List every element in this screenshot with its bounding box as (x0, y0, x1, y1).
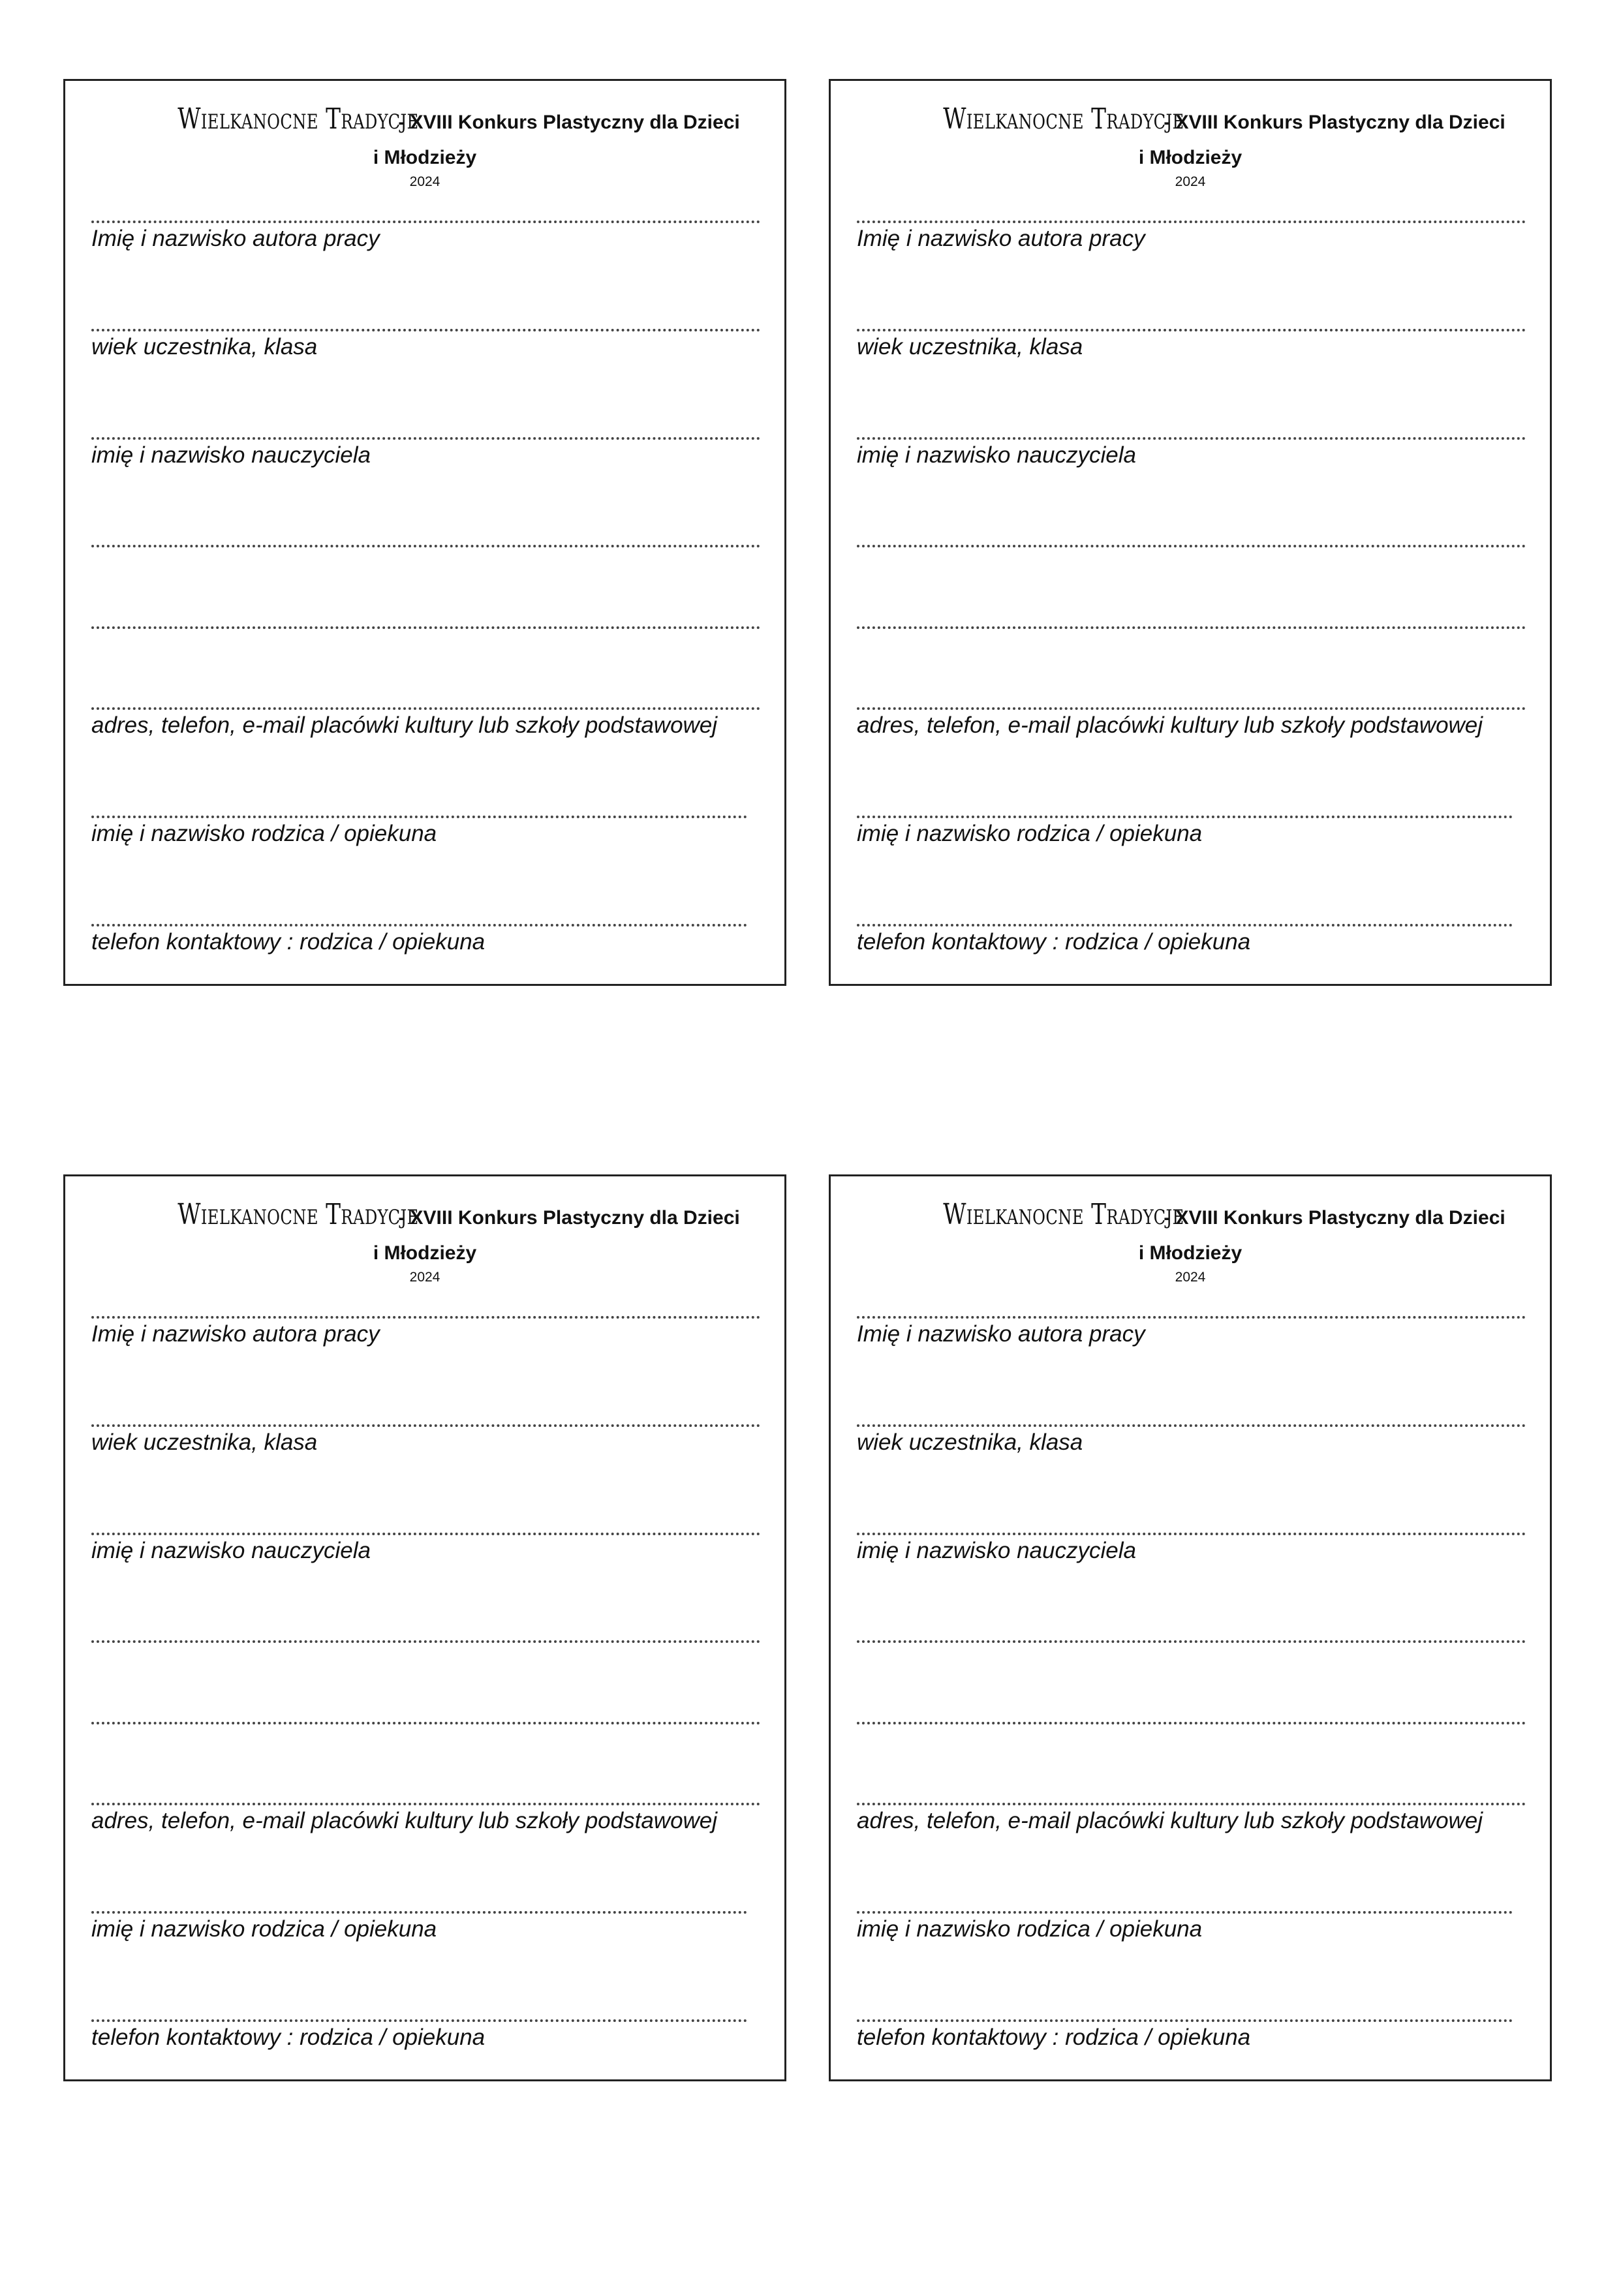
card-year: 2024 (1175, 1270, 1206, 1285)
title-script: Wielkanocne Tradycje (178, 1198, 419, 1231)
field-label-institution: adres, telefon, e-mail placówki kultury lub szkoły podstawowej (857, 712, 1483, 738)
field-institution[interactable] (857, 698, 1526, 740)
field-author[interactable] (857, 1307, 1526, 1349)
card-title (831, 100, 1550, 145)
card-subtitle: i Młodzieży (373, 1242, 477, 1264)
dotted-line[interactable] (857, 1713, 1526, 1724)
card-header (65, 1196, 784, 1289)
dotted-line[interactable] (857, 1902, 1513, 1914)
card-title (831, 1196, 1550, 1240)
dotted-line[interactable] (91, 1794, 760, 1805)
field-label-age-class: wiek uczestnika, klasa (857, 1430, 1083, 1455)
field-parent[interactable] (91, 806, 760, 848)
field-author[interactable] (91, 211, 760, 253)
field-label-parent-phone: telefon kontaktowy : rodzica / opiekuna (91, 2025, 486, 2050)
field-label-author: Imię i nazwisko autora pracy (857, 1321, 1145, 1347)
field-label-parent-phone: telefon kontaktowy : rodzica / opiekuna (91, 929, 486, 955)
title-script: Wielkanocne Tradycje (178, 102, 419, 136)
field-label-age-class: wiek uczestnika, klasa (857, 334, 1083, 360)
entry-card (63, 1174, 786, 2081)
field-label-parent: imię i nazwisko rodzica / opiekuna (857, 821, 1203, 846)
field-parent[interactable] (91, 1902, 760, 1944)
dotted-line[interactable] (857, 211, 1526, 223)
field-teacher[interactable] (91, 428, 760, 470)
field-institution-line-1[interactable] (91, 536, 760, 547)
field-institution-line-1[interactable] (857, 536, 1526, 547)
dotted-line[interactable] (857, 1523, 1526, 1535)
field-label-author: Imię i nazwisko autora pracy (857, 226, 1145, 251)
field-label-parent: imię i nazwisko rodzica / opiekuna (91, 1916, 437, 1942)
dotted-line[interactable] (91, 1307, 760, 1319)
field-age-class[interactable] (91, 1415, 760, 1457)
entry-card (829, 79, 1552, 986)
field-age-class[interactable] (857, 1415, 1526, 1457)
dotted-line[interactable] (857, 1415, 1526, 1427)
field-institution[interactable] (857, 1794, 1526, 1835)
field-label-institution: adres, telefon, e-mail placówki kultury lub szkoły podstawowej (91, 712, 718, 738)
field-institution-line-2[interactable] (857, 1713, 1526, 1724)
dotted-line[interactable] (857, 698, 1526, 710)
field-parent-phone[interactable] (857, 915, 1526, 957)
field-institution-line-2[interactable] (91, 617, 760, 629)
dotted-line[interactable] (857, 1307, 1526, 1319)
dotted-line[interactable] (91, 698, 760, 710)
field-label-author: Imię i nazwisko autora pracy (91, 226, 380, 251)
field-label-teacher: imię i nazwisko nauczyciela (857, 1538, 1136, 1563)
field-teacher[interactable] (91, 1523, 760, 1565)
card-year: 2024 (409, 1270, 440, 1285)
card-year: 2024 (1175, 174, 1206, 189)
field-label-age-class: wiek uczestnika, klasa (91, 1430, 318, 1455)
field-teacher[interactable] (857, 428, 1526, 470)
entry-card (63, 79, 786, 986)
dotted-line[interactable] (91, 1902, 747, 1914)
card-title (65, 1196, 784, 1240)
entry-card (829, 1174, 1552, 2081)
field-label-teacher: imię i nazwisko nauczyciela (857, 442, 1136, 468)
dotted-line[interactable] (857, 536, 1526, 547)
card-subtitle: i Młodzieży (1138, 1242, 1243, 1264)
dotted-line[interactable] (857, 1794, 1526, 1805)
dotted-line[interactable] (857, 2010, 1513, 2022)
dotted-line[interactable] (857, 320, 1526, 331)
field-institution-line-2[interactable] (91, 1713, 760, 1724)
dotted-line[interactable] (857, 806, 1513, 818)
dotted-line[interactable] (91, 320, 760, 331)
card-year: 2024 (409, 174, 440, 189)
title-rest: - XVIII Konkurs Plastyczny dla Dzieci (392, 1207, 740, 1229)
dotted-line[interactable] (857, 1631, 1526, 1643)
dotted-line[interactable] (91, 1713, 760, 1724)
field-parent-phone[interactable] (91, 915, 760, 957)
field-label-parent-phone: telefon kontaktowy : rodzica / opiekuna (857, 929, 1251, 955)
title-script: Wielkanocne Tradycje (943, 102, 1184, 136)
field-institution-line-1[interactable] (857, 1631, 1526, 1643)
field-parent[interactable] (857, 1902, 1526, 1944)
field-age-class[interactable] (857, 320, 1526, 361)
dotted-line[interactable] (857, 428, 1526, 440)
field-label-teacher: imię i nazwisko nauczyciela (91, 1538, 371, 1563)
dotted-line[interactable] (91, 1523, 760, 1535)
card-header (831, 100, 1550, 193)
field-label-institution: adres, telefon, e-mail placówki kultury lub szkoły podstawowej (91, 1808, 718, 1833)
dotted-line[interactable] (91, 1631, 760, 1643)
field-parent-phone[interactable] (857, 2010, 1526, 2052)
dotted-line[interactable] (91, 915, 747, 926)
dotted-line[interactable] (91, 211, 760, 223)
field-institution[interactable] (91, 698, 760, 740)
field-label-parent: imię i nazwisko rodzica / opiekuna (91, 821, 437, 846)
dotted-line[interactable] (91, 536, 760, 547)
field-label-parent-phone: telefon kontaktowy : rodzica / opiekuna (857, 2025, 1251, 2050)
field-age-class[interactable] (91, 320, 760, 361)
dotted-line[interactable] (91, 617, 760, 629)
dotted-line[interactable] (91, 806, 747, 818)
field-author[interactable] (91, 1307, 760, 1349)
card-subtitle: i Młodzieży (1138, 147, 1243, 168)
field-author[interactable] (857, 211, 1526, 253)
dotted-line[interactable] (91, 428, 760, 440)
card-title (65, 100, 784, 145)
dotted-line[interactable] (857, 915, 1513, 926)
dotted-line[interactable] (91, 1415, 760, 1427)
dotted-line[interactable] (91, 2010, 747, 2022)
title-rest: - XVIII Konkurs Plastyczny dla Dzieci (1158, 1207, 1505, 1229)
card-header (831, 1196, 1550, 1289)
field-institution[interactable] (91, 1794, 760, 1835)
field-label-parent: imię i nazwisko rodzica / opiekuna (857, 1916, 1203, 1942)
title-rest: - XVIII Konkurs Plastyczny dla Dzieci (1158, 112, 1505, 133)
field-label-teacher: imię i nazwisko nauczyciela (91, 442, 371, 468)
dotted-line[interactable] (857, 617, 1526, 629)
card-subtitle: i Młodzieży (373, 147, 477, 168)
card-header (65, 100, 784, 193)
field-institution-line-1[interactable] (91, 1631, 760, 1643)
title-script: Wielkanocne Tradycje (943, 1198, 1184, 1231)
field-label-institution: adres, telefon, e-mail placówki kultury lub szkoły podstawowej (857, 1808, 1483, 1833)
field-teacher[interactable] (857, 1523, 1526, 1565)
field-label-age-class: wiek uczestnika, klasa (91, 334, 318, 360)
field-label-author: Imię i nazwisko autora pracy (91, 1321, 380, 1347)
field-parent-phone[interactable] (91, 2010, 760, 2052)
title-rest: - XVIII Konkurs Plastyczny dla Dzieci (392, 112, 740, 133)
field-parent[interactable] (857, 806, 1526, 848)
field-institution-line-2[interactable] (857, 617, 1526, 629)
